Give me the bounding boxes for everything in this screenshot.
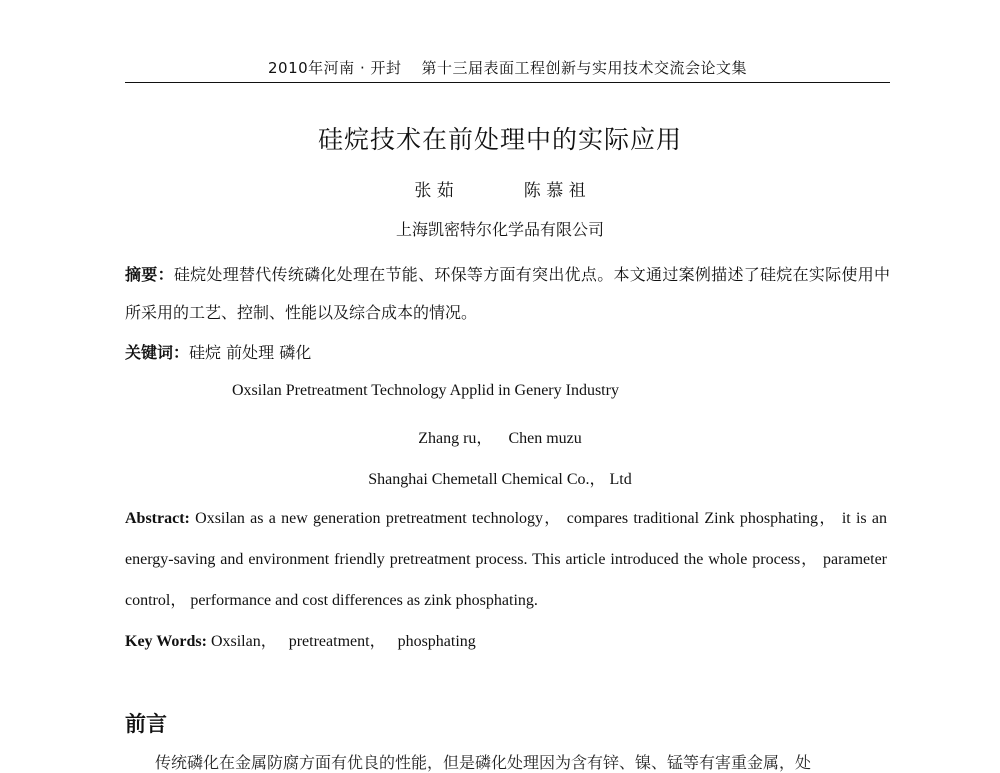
running-header — [125, 57, 890, 78]
keyword-en-1: Oxsilan， — [210, 633, 277, 650]
abstract-en — [125, 498, 887, 621]
authors-en — [0, 425, 1000, 448]
author-cn-2: 陈 慕 祖 — [523, 181, 586, 201]
author-en-1: Zhang ru， — [418, 430, 493, 447]
conference-name: 第十三届表面工程创新与实用技术交流会论文集 — [421, 59, 747, 77]
header-rule — [125, 82, 890, 83]
abstract-cn — [125, 256, 890, 332]
keywords-en-label: Key Words: — [125, 633, 207, 650]
section-heading-preface: 前言 — [125, 711, 167, 736]
keywords-cn-label: 关键词： — [125, 343, 190, 362]
keywords-cn — [125, 334, 890, 372]
body-text-first-line: 传统磷化在金属防腐方面有优良的性能，但是磷化处理因为含有锌、镍、锰等有害重金属，处 — [155, 753, 812, 772]
abstract-en-text: Oxsilan as a new generation pretreatment technology， compares traditional Zink phosphating， it is an energy-saving and environment friendly pretreatment process. This article introduced the whole process， parameter control， performance and cost differences as zink phosphating. — [125, 510, 888, 609]
keyword-en-3: phosphating — [397, 633, 476, 650]
keywords-cn-text: 硅烷 前处理 磷化 — [189, 343, 312, 362]
affiliation-cn: 上海凯密特尔化学品有限公司 — [395, 220, 604, 239]
conference-year-place: 2010年河南 · 开封 — [268, 59, 402, 77]
keyword-en-2: pretreatment， — [288, 633, 386, 650]
author-cn-1: 张 茹 — [414, 181, 454, 201]
paper-title-en: Oxsilan Pretreatment Technology Applid in Genery Industry — [232, 382, 619, 399]
paper-title-cn: 硅烷技术在前处理中的实际应用 — [317, 125, 682, 154]
abstract-en-label: Abstract: — [125, 510, 190, 527]
abstract-cn-text: 硅烷处理替代传统磷化处理在节能、环保等方面有突出优点。本文通过案例描述了硅烷在实际使用中所采用的工艺、控制、性能以及综合成本的情况。 — [125, 265, 890, 322]
affiliation-en: Shanghai Chemetall Chemical Co.， Ltd — [368, 471, 632, 488]
keywords-en — [125, 628, 476, 651]
authors-cn — [0, 176, 1000, 201]
abstract-cn-label: 摘要： — [125, 265, 174, 284]
author-en-2: Chen muzu — [508, 430, 582, 447]
